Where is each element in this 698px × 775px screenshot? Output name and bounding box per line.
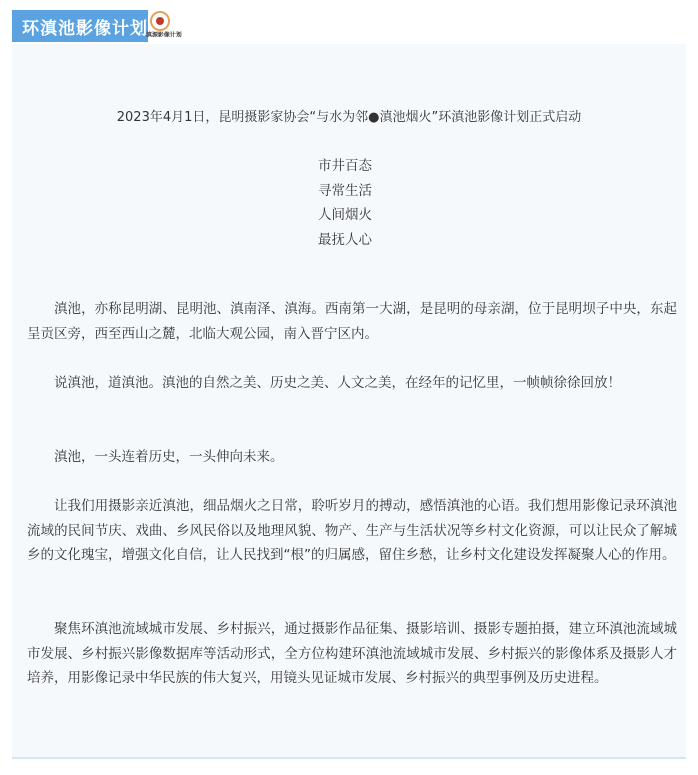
section-header: [12, 10, 188, 42]
logo-text: 滇源影像计划: [146, 31, 182, 39]
logo-emblem-icon: [150, 11, 170, 31]
section-title: 环滇池影像计划: [12, 10, 148, 42]
paragraph: 滇池，一头连着历史，一头伸向未来。: [54, 449, 284, 465]
paragraph: 说滇池，道滇池。滇池的自然之美、历史之美、人文之美，在经年的记忆里，一帧帧徐徐回放！: [54, 375, 621, 391]
paragraph: 聚焦环滇池流域城市发展、乡村振兴，通过摄影作品征集、摄影培训、摄影专题拍摄，建立环滇池流域城市发展、乡村振兴影像数据库等活动形式，全方位构建环滇池流域城市发展、乡村振兴的影像体系及摄影人才培养，用影像记录中华民族的伟大复兴，用镜头见证城市发展、乡村振兴的典型事例及历史进程。: [27, 621, 677, 686]
intro-line: 2023年4月1日，昆明摄影家协会“与水为邻●滇池烟火”环滇池影像计划正式启动: [116, 110, 582, 125]
poem-line: 寻常生活: [318, 182, 372, 199]
paragraph: 让我们用摄影亲近滇池，细品烟火之日常，聆听岁月的搏动，感悟滇池的心语。我们想用影像记录环滇池流域的民间节庆、戏曲、乡风民俗以及地理风貌、物产、生产与生活状况等乡村文化资源，可以让民众了解城乡的文化瑰宝，增强文化自信，让人民找到“根”的归属感，留住乡愁，让乡村文化建设发挥凝聚人心的作用。: [27, 498, 677, 563]
brand-logo: [144, 11, 188, 41]
paragraph: 滇池，亦称昆明湖、昆明池、滇南泽、滇海。西南第一大湖，是昆明的母亲湖，位于昆明坝子中央，东起呈贡区旁，西至西山之麓，北临大观公园，南入晋宁区内。: [27, 301, 677, 342]
poem-line: 最抚人心: [318, 231, 372, 248]
poem-line: 人间烟火: [318, 207, 372, 223]
poem-line: 市井百态: [318, 158, 372, 174]
poem: [318, 154, 372, 252]
divider: [12, 757, 686, 759]
